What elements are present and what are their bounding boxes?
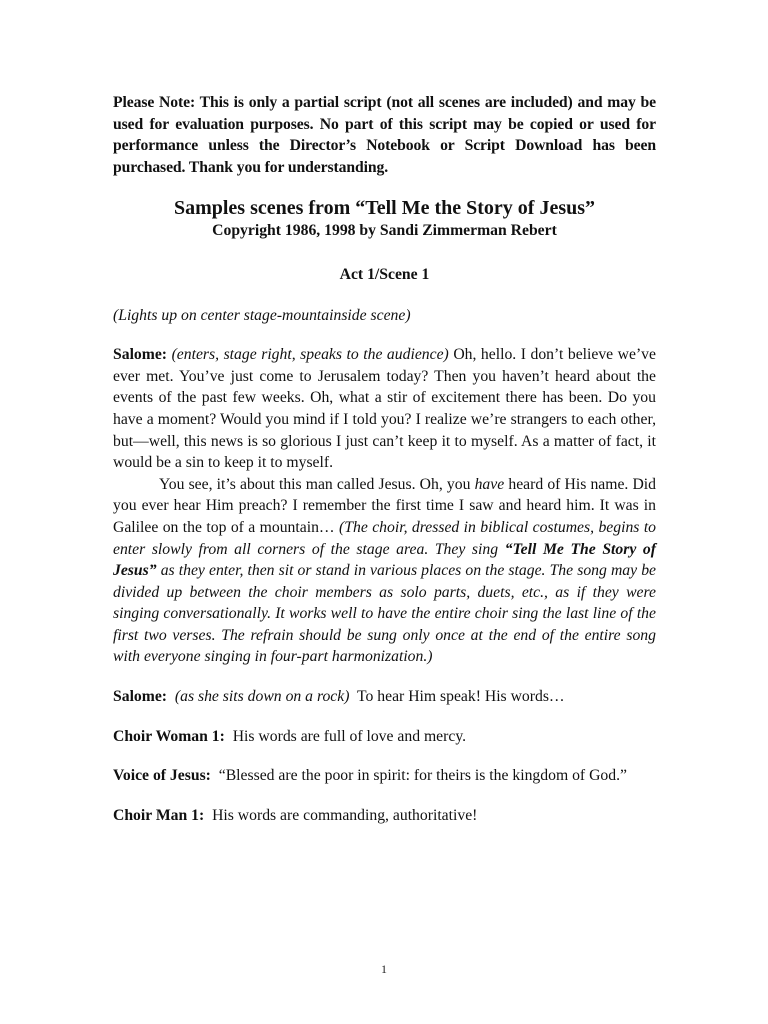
emphasized-word: have	[474, 475, 505, 493]
stage-direction: (The choir, dressed in biblical costumes, begins to enter slowly from all corners of the stage area. They sing	[113, 518, 657, 558]
script-page	[113, 92, 656, 826]
page-number: 1	[381, 962, 387, 976]
dialogue-salome-1-continued	[113, 474, 656, 668]
dialogue-text: heard of His name. Did you ever hear Him preach? I remember the first time I saw and heard him. It was in Galilee on the top of a mountain…	[113, 475, 657, 536]
copyright-line: Copyright 1986, 1998 by Sandi Zimmerman Rebert	[212, 222, 557, 240]
dialogue-choir-man-1	[113, 805, 656, 827]
dialogue-salome-1	[113, 344, 656, 474]
speaker-name: Choir Woman 1:	[113, 727, 225, 745]
dialogue-text: “Blessed are the poor in spirit: for theirs is the kingdom of God.”	[218, 767, 627, 785]
speaker-name: Voice of Jesus:	[113, 767, 211, 785]
stage-direction: (enters, stage right, speaks to the audience)	[171, 346, 449, 364]
speaker-name: Salome:	[113, 688, 168, 706]
evaluation-notice: Please Note: This is only a partial script (not all scenes are included) and may be used for evaluation purposes. No part of this script may be copied or used for performance unless the Director’s Notebook or Script Download has been purchased. Thank you for understanding.	[113, 94, 656, 176]
speaker-name: Salome:	[113, 346, 168, 364]
stage-direction: (as she sits down on a rock)	[174, 688, 350, 706]
dialogue-choir-woman-1	[113, 726, 656, 748]
dialogue-text: You see, it’s about this man called Jesus. Oh, you	[159, 475, 471, 493]
dialogue-salome-2	[113, 686, 656, 708]
opening-stage-direction: (Lights up on center stage-mountainside scene)	[113, 306, 411, 324]
dialogue-text: Oh, hello. I don’t believe we’ve ever met. You’ve just come to Jerusalem today? Then you haven’t heard about the events of the past few weeks. Oh, what a stir of excitement there has been. Do you have a moment? Would you mind if I told you? I realize we’re strangers to each other, but—well, this news is so glorious I just can’t keep it to myself. As a matter of fact, it would be a sin to keep it to myself.	[113, 346, 656, 472]
dialogue-voice-of-jesus	[113, 765, 656, 787]
stage-direction: as they enter, then sit or stand in various places on the stage. The song may be divided up between the choir members as solo parts, duets, etc., as if they were singing conversationally. It works well to have the entire choir sing the last line of the first two verses. The refrain should be sung only once at the end of the entire song with everyone singing in four-part harmonization.)	[113, 562, 656, 666]
dialogue-text: To hear Him speak! His words…	[357, 688, 565, 706]
dialogue-text: His words are commanding, authoritative!	[212, 806, 478, 824]
script-title: Samples scenes from “Tell Me the Story of Jesus”	[173, 197, 596, 220]
dialogue-text: His words are full of love and mercy.	[232, 727, 467, 745]
scene-heading: Act 1/Scene 1	[339, 265, 430, 283]
song-title: “Tell Me The Story of Jesus”	[113, 540, 656, 580]
speaker-name: Choir Man 1:	[113, 806, 205, 824]
